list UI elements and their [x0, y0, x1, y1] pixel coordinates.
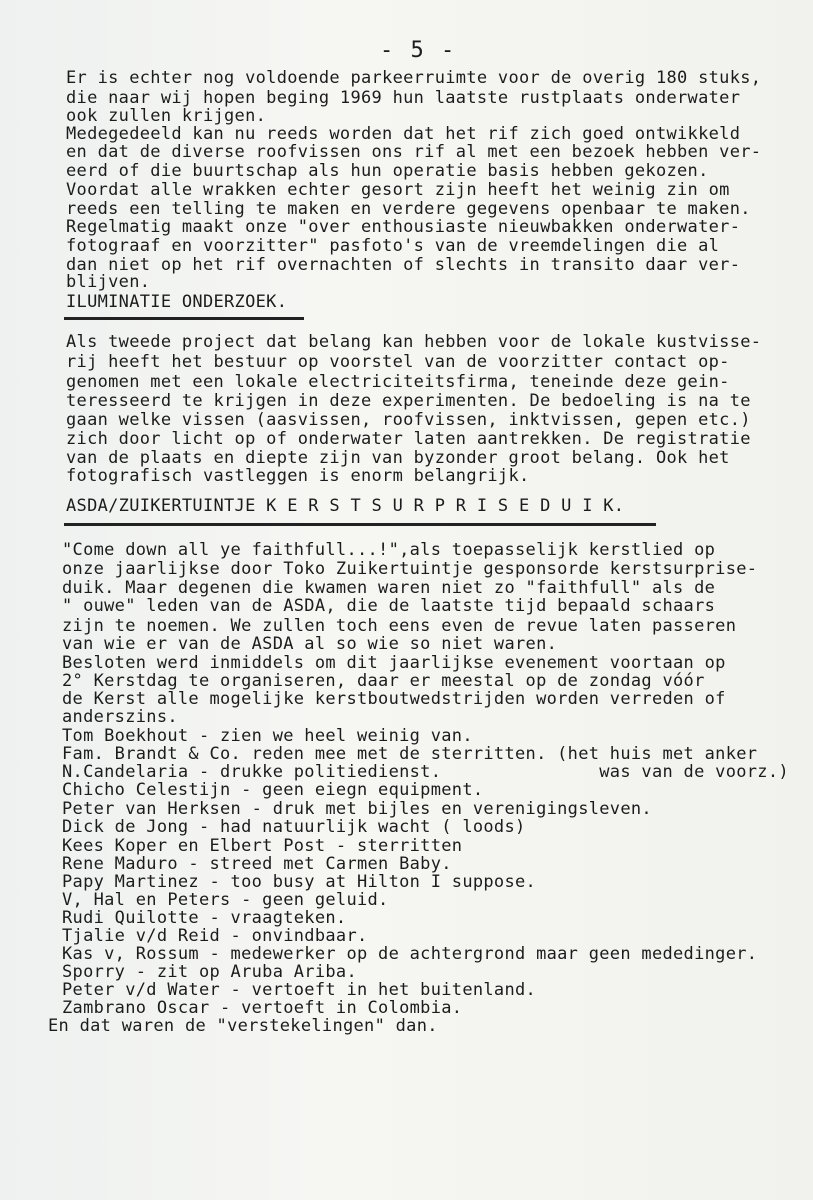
text-line: zijn te noemen. We zullen toch eens even de revue laten passeren	[62, 616, 737, 636]
text-line: eerd of die buurtschap als hun operatie basis hebben gekozen.	[66, 161, 709, 181]
list-item: Fam. Brandt & Co. reden mee met de sterritten. (het huis met anker	[62, 744, 758, 764]
list-item: Kees Koper en Elbert Post - sterritten	[62, 836, 463, 856]
text-line: Voordat alle wrakken echter gesort zijn heeft het weinig zin om	[66, 180, 730, 200]
text-line: 2° Kerstdag te organiseren, daar er meestal op de zondag vóór	[62, 671, 705, 691]
text-line: blijven.	[66, 272, 151, 292]
text-line: Besloten werd inmiddels om dit jaarlijkse evenement voortaan op	[62, 653, 726, 673]
text-line: genomen met een lokale electriciteitsfirma, teneinde deze gein-	[66, 372, 730, 392]
list-item: Kas v, Rossum - medewerker op de achtergrond maar geen mededinger.	[62, 944, 758, 964]
text-line: rij heeft het bestuur op voorstel van de voorzitter contact op-	[66, 352, 730, 372]
text-line: zich door licht op of onderwater laten aantrekken. De registratie	[66, 429, 751, 449]
list-item: Sporry - zit op Aruba Ariba.	[62, 962, 357, 982]
list-item: Rene Maduro - streed met Carmen Baby.	[62, 854, 452, 874]
section-heading-kerstsurpriseduik: ASDA/ZUIKERTUINTJE K E R S T S U R P R I S E D U I K.	[66, 496, 625, 516]
list-item: Peter van Herksen - druk met bijles en verenigingsleven.	[62, 799, 652, 819]
text-line: Als tweede project dat belang kan hebben voor de lokale kustvisse-	[66, 332, 762, 352]
list-item: Tjalie v/d Reid - onvindbaar.	[62, 926, 368, 946]
text-line: van de plaats en diepte zijn van byzonder groot belang. Ook het	[66, 448, 730, 468]
list-item: Chicho Celestijn - geen eiegn equipment.	[62, 780, 484, 800]
list-item: Tom Boekhout - zien we heel weinig van.	[62, 726, 473, 746]
section-heading-iluminatie: ILUMINATIE ONDERZOEK.	[66, 292, 288, 312]
list-item: Zambrano Oscar - vertoeft in Colombia.	[62, 998, 463, 1018]
text-line: anderszins.	[62, 707, 178, 727]
text-line: fotograaf en voorzitter" pasfoto's van de vreemdelingen die al	[66, 236, 720, 256]
text-line: en dat de diverse roofvissen ons rif al met een bezoek hebben ver-	[66, 142, 762, 162]
text-line: Medegedeeld kan nu reeds worden dat het rif zich goed ontwikkeld	[66, 124, 741, 144]
text-line: reeds een telling te maken en verdere gegevens openbaar te maken.	[66, 199, 751, 219]
text-line: duik. Maar degenen die kwamen waren niet zo "faithfull" als de	[62, 578, 716, 598]
text-line: teresseerd te krijgen in deze experimenten. De bedoeling is na te	[66, 391, 751, 411]
text-line: de Kerst alle mogelijke kerstboutwedstrijden worden verreden of	[62, 689, 726, 709]
text-line: dan niet op het rif overnachten of slechts in transito daar ver-	[66, 255, 741, 275]
text-line: onze jaarlijkse door Toko Zuikertuintje gesponsorde kerstsurprise-	[62, 559, 758, 579]
text-line: "Come down all ye faithfull...!",als toepasselijk kerstlied op	[62, 540, 716, 560]
list-item: Rudi Quilotte - vraagteken.	[62, 908, 347, 928]
text-line: fotografisch vastleggen is enorm belangrijk.	[66, 466, 530, 486]
list-item: Peter v/d Water - vertoeft in het buitenland.	[62, 980, 537, 1000]
list-item: V, Hal en Peters - geen geluid.	[62, 890, 389, 910]
list-item: En dat waren de "verstekelingen" dan.	[48, 1016, 438, 1036]
page-number: - 5 -	[380, 38, 457, 63]
list-item: Papy Martinez - too busy at Hilton I suppose.	[62, 872, 537, 892]
text-line: gaan welke vissen (aasvissen, roofvissen, inktvissen, gepen etc.)	[66, 410, 751, 430]
text-line: " ouwe" leden van de ASDA, die de laatste tijd bepaald schaars	[62, 596, 716, 616]
text-line: Regelmatig maakt onze "over enthousiaste nieuwbakken onderwater-	[66, 217, 741, 237]
list-item: Dick de Jong - had natuurlijk wacht ( loods)	[62, 817, 526, 837]
text-line: ook zullen krijgen.	[66, 106, 267, 126]
heading-underline	[64, 317, 304, 320]
list-item: N.Candelaria - drukke politiedienst. was van de voorz.)	[62, 762, 789, 782]
text-line: die naar wij hopen beging 1969 hun laatste rustplaats onderwater	[66, 88, 741, 108]
text-line: Er is echter nog voldoende parkeerruimte voor de overig 180 stuks,	[66, 68, 762, 88]
text-line: van wie er van de ASDA al so wie so niet waren.	[62, 634, 558, 654]
heading-underline	[64, 523, 656, 526]
